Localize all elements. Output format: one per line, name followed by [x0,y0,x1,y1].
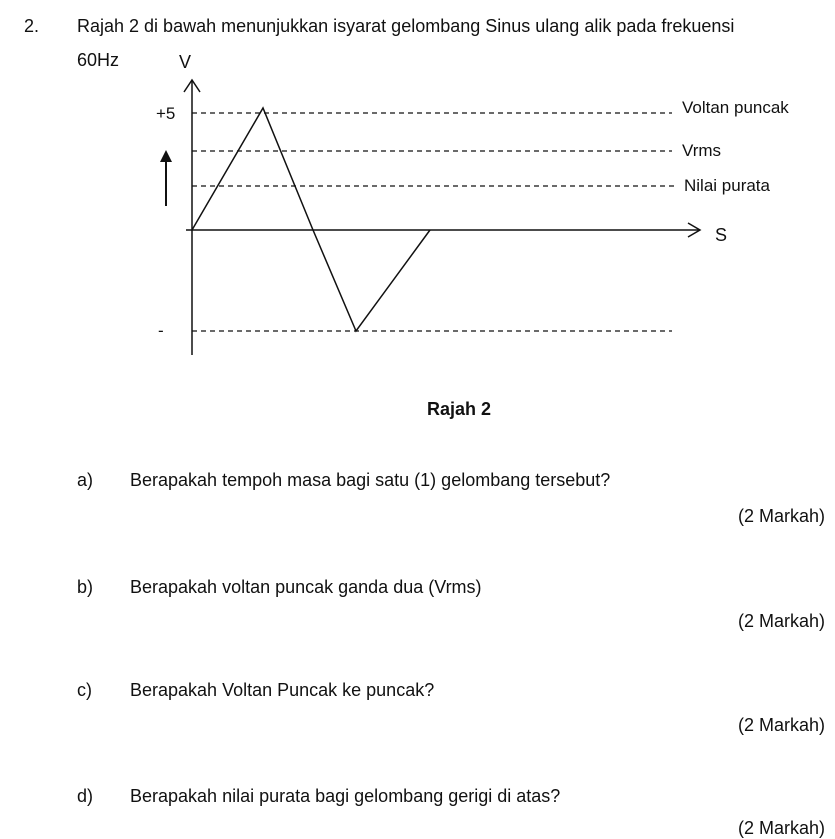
x-axis-label: S [715,225,728,245]
subquestion-a-text: Berapakah tempoh masa bagi satu (1) gelombang tersebut? [130,470,611,490]
subquestion-a-marks: (2 Markah) [737,506,825,526]
question-frequency: 60Hz [77,50,120,70]
waveform-diagram [0,0,835,380]
subquestion-c-letter: c) [77,680,92,700]
peak-voltage-label: Voltan puncak [682,98,789,117]
figure-caption: Rajah 2 [426,399,492,419]
positive-peak-label: +5 [156,104,176,123]
average-value-label: Nilai purata [684,176,770,195]
up-arrow-head [160,150,172,162]
subquestion-b-letter: b) [77,577,94,597]
question-text: Rajah 2 di bawah menunjukkan isyarat gelombang Sinus ulang alik pada frekuensi [77,16,735,36]
waveform-line [192,108,430,331]
rms-label: Vrms [682,141,722,160]
subquestion-a-letter: a) [77,470,94,490]
question-number: 2. [24,16,40,36]
subquestion-d-marks: (2 Markah) [737,818,825,838]
subquestion-d-letter: d) [77,786,94,806]
negative-peak-label: - [158,321,164,340]
subquestion-d-text: Berapakah nilai purata bagi gelombang gerigi di atas? [130,786,561,806]
y-axis-label: V [178,52,192,72]
subquestion-b-marks: (2 Markah) [737,611,825,631]
subquestion-c-marks: (2 Markah) [737,715,825,735]
subquestion-c-text: Berapakah Voltan Puncak ke puncak? [130,680,435,700]
subquestion-b-text: Berapakah voltan puncak ganda dua (Vrms) [130,577,482,597]
